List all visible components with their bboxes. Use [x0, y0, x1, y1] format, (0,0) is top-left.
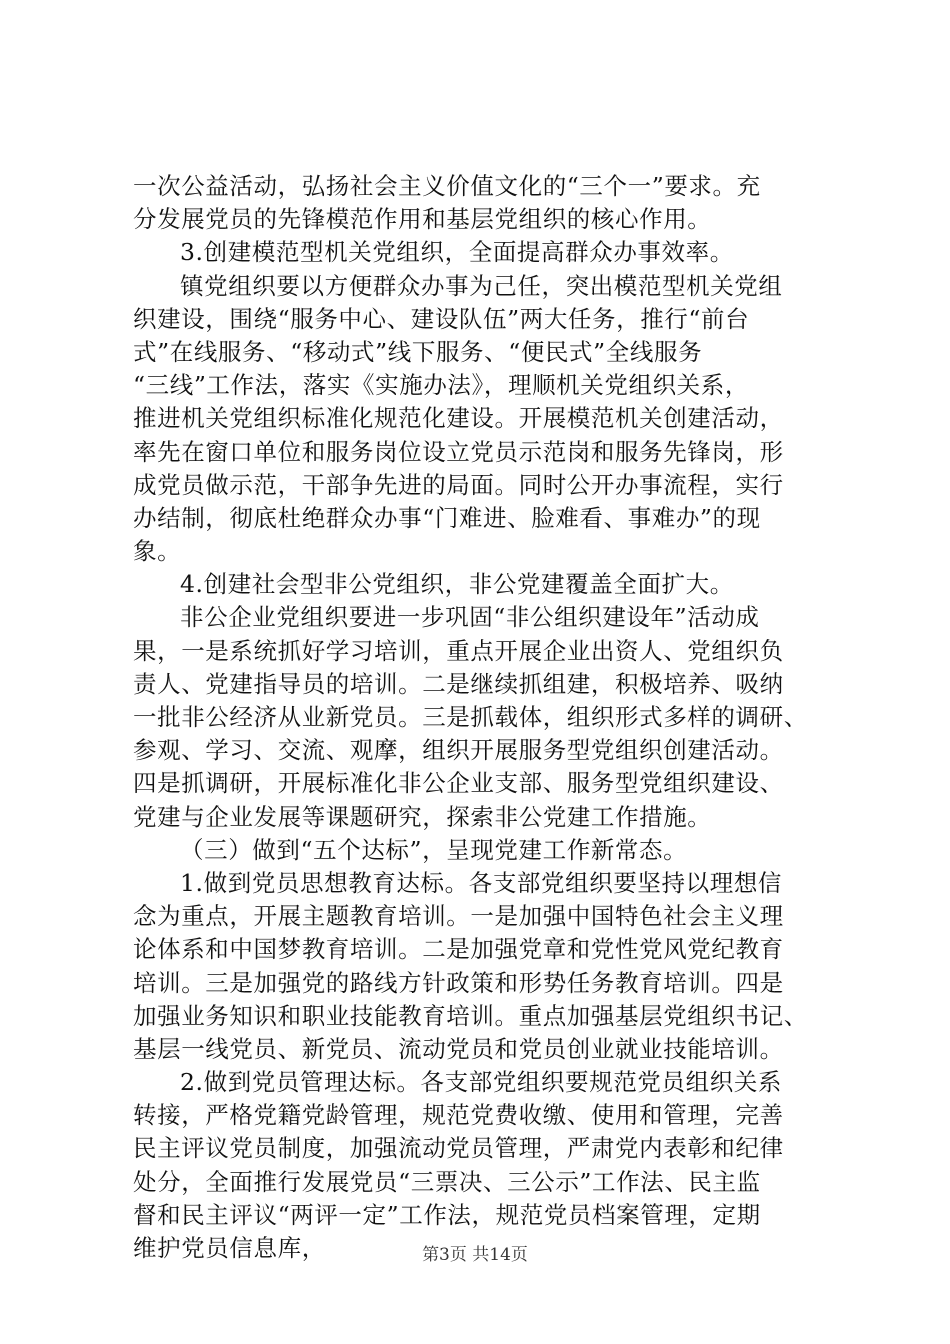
text-line: 1.做到党员思想教育达标。各支部党组织要坚持以理想信 [180, 868, 783, 897]
text-line: 果，一是系统抓好学习培训，重点开展企业出资人、党组织负 [133, 636, 784, 665]
document-body [133, 170, 833, 1265]
text-line: 处分，全面推行发展党员“三票决、三公示”工作法、民主监 [133, 1167, 761, 1196]
text-line: （三）做到“五个达标”，呈现党建工作新常态。 [180, 835, 688, 864]
text-line: 培训。三是加强党的路线方针政策和形势任务教育培训。四是 [133, 968, 784, 997]
text-line: 推进机关党组织标准化规范化建设。开展模范机关创建活动， [133, 404, 784, 433]
text-line: 转接，严格党籍党龄管理，规范党费收缴、使用和管理，完善 [133, 1101, 784, 1130]
text-line: 非公企业党组织要进一步巩固“非公组织建设年”活动成 [180, 603, 760, 632]
text-line: 基层一线党员、新党员、流动党员和党员创业就业技能培训。 [133, 1034, 784, 1063]
text-line: 2.做到党员管理达标。各支部党组织要规范党员组织关系 [180, 1068, 783, 1097]
text-line: 论体系和中国梦教育培训。二是加强党章和党性党风党纪教育 [133, 935, 784, 964]
text-line: 党建与企业发展等课题研究，探索非公党建工作措施。 [133, 802, 712, 831]
text-line: 4.创建社会型非公党组织，非公党建覆盖全面扩大。 [180, 570, 734, 599]
text-line: 式”在线服务、“移动式”线下服务、“便民式”全线服务 [133, 337, 703, 366]
text-line: 3.创建模范型机关党组织，全面提高群众办事效率。 [180, 238, 734, 267]
text-line: 加强业务知识和职业技能教育培训。重点加强基层党组织书记、 [133, 1001, 808, 1030]
text-line: 分发展党员的先锋模范作用和基层党组织的核心作用。 [133, 205, 712, 234]
page-number-footer: 第3页 共14页 [422, 1245, 528, 1265]
text-line: 四是抓调研，开展标准化非公企业支部、服务型党组织建设、 [133, 769, 784, 798]
text-line: 督和民主评议“两评一定”工作法，规范党员档案管理，定期 [133, 1200, 761, 1229]
text-line: 责人、党建指导员的培训。二是继续抓组建，积极培养、吸纳 [133, 669, 784, 698]
text-line: 维护党员信息库， [133, 1234, 326, 1262]
text-line: 成党员做示范，干部争先进的局面。同时公开办事流程，实行 [133, 470, 784, 499]
text-line: 念为重点，开展主题教育培训。一是加强中国特色社会主义理 [133, 902, 784, 931]
text-line: 一次公益活动，弘扬社会主义价值文化的“三个一”要求。充 [133, 172, 761, 200]
text-line: 镇党组织要以方便群众办事为己任，突出模范型机关党组 [180, 271, 783, 300]
text-line: 民主评议党员制度，加强流动党员管理，严肃党内表彰和纪律 [133, 1134, 784, 1163]
text-line: 织建设，围绕“服务中心、建设队伍”两大任务，推行“前台 [133, 304, 750, 333]
text-line: 办结制，彻底杜绝群众办事“门难进、脸难看、事难办”的现 [133, 503, 761, 532]
text-line: 象。 [133, 537, 182, 566]
text-line: 一批非公经济从业新党员。三是抓载体，组织形式多样的调研、 [133, 703, 808, 731]
text-line: 参观、学习、交流、观摩，组织开展服务型党组织创建活动。 [133, 736, 784, 765]
text-line: 率先在窗口单位和服务岗位设立党员示范岗和服务先锋岗，形 [133, 437, 784, 466]
text-line: “三线”工作法，落实《实施办法》，理顺机关党组织关系， [133, 371, 749, 400]
